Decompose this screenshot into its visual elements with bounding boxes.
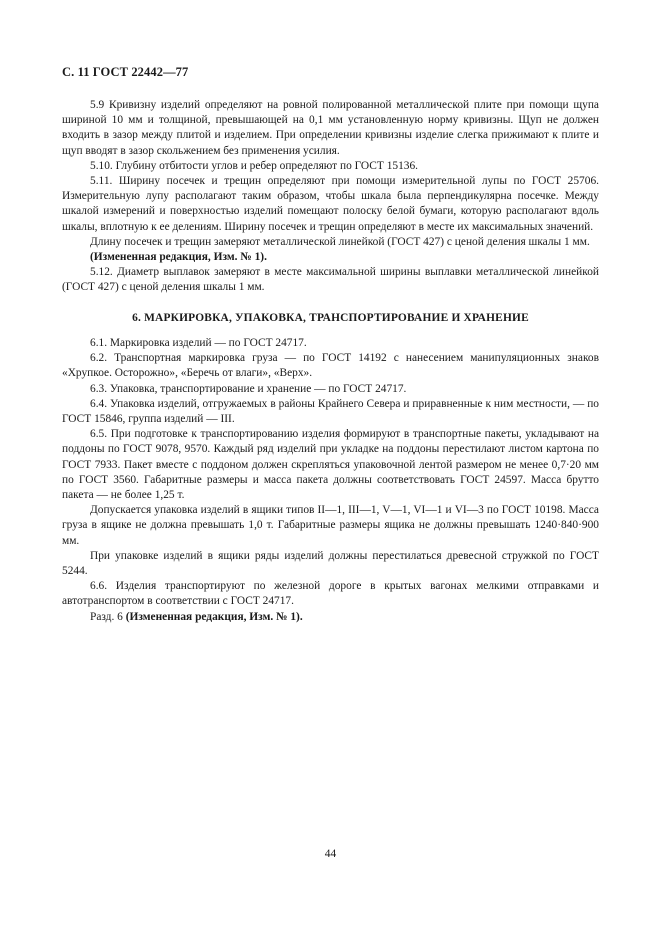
paragraph-6-5-shavings: При упаковке изделий в ящики ряды изделий должны перестилаться древесной стружкой по ГОСТ 5244. <box>62 549 599 578</box>
page-number: 44 <box>324 848 337 860</box>
paragraph-6-2: 6.2. Транспортная маркировка груза — по ГОСТ 14192 с нанесением манипуляционных знаков «Хрупкое. Осторожно», «Беречь от влаги», «Верх». <box>62 352 599 380</box>
paragraph-6-5-boxes: Допускается упаковка изделий в ящики типов II—1, III—1, V—1, VI—1 и VI—3 по ГОСТ 10198. Масса груза в ящике не должна превышать 1,0 т. Габаритные размеры ящика не должны превышать 1240·840·900 мм. <box>62 504 599 547</box>
paragraph-6-4: 6.4. Упаковка изделий, отгружаемых в районы Крайнего Севера и приравненные к ним местности, — по ГОСТ 15846, группа изделий — III. <box>62 397 599 426</box>
section-6-title: 6. МАРКИРОВКА, УПАКОВКА, ТРАНСПОРТИРОВАНИЕ И ХРАНЕНИЕ <box>132 312 529 324</box>
paragraph-5-11-length: Длину посечек и трещин замеряют металлической линейкой (ГОСТ 427) с ценой деления шкалы 1 мм. <box>90 235 590 248</box>
paragraph-6-1: 6.1. Маркировка изделий — по ГОСТ 24717. <box>90 337 307 349</box>
razd-prefix: Разд. 6 <box>90 610 123 623</box>
amendment-note-section-6 <box>62 610 599 625</box>
amendment-note-5-11: (Измененная редакция, Изм. № 1). <box>90 251 267 264</box>
page-header: С. 11 ГОСТ 22442—77 <box>62 65 189 79</box>
razd-amendment: (Измененная редакция, Изм. № 1). <box>125 610 303 623</box>
section-5-text <box>62 98 599 296</box>
paragraph-5-12: 5.12. Диаметр выплавок замеряют в месте максимальной ширины выплавки металлической линейкой (ГОСТ 427) с ценой деления шкалы 1 мм. <box>62 266 599 294</box>
paragraph-5-9: 5.9 Кривизну изделий определяют на ровной полированной металлической плите при помощи щупа шириной 10 мм и толщиной, превышающей на 0,1 мм установленную норму кривизны. Щуп не должен входить в зазор между плитой и изделием. При определении кривизны изделие слегка прижимают к плите и щуп вводят в зазор скольжением без применения усилия. <box>62 99 599 157</box>
paragraph-6-5: 6.5. При подготовке к транспортированию изделия формируют в транспортные пакеты, укладывают на поддоны по ГОСТ 9078, 9570. Каждый ряд изделий при укладке на поддоны перестилают листом картона по ГОСТ 7933. Пакет вместе с поддоном должен скрепляться упаковочной лентой размером не менее 0,7·20 мм по ГОСТ 3560. Габаритные размеры и масса пакета должны соответствовать ГОСТ 24597. Масса брутто пакета — не более 1,25 т. <box>62 428 599 502</box>
paragraph-6-6: 6.6. Изделия транспортируют по железной дороге в крытых вагонах мелкими отправками и автотранспортом в соответствии с ГОСТ 24717. <box>62 580 599 608</box>
paragraph-5-11: 5.11. Ширину посечек и трещин определяют при помощи измерительной лупы по ГОСТ 25706. Измерительную лупу располагают таким образом, чтобы шкала была перпендикулярна посечке. Между шкалой измерений и поверхностью изделий помещают полоску белой бумаги, которую располагают вдоль шкалы, вплотную к ее делениям. Ширину посечек и трещин определяют в месте их максимальных значений. <box>62 175 599 233</box>
paragraph-6-3: 6.3. Упаковка, транспортирование и хранение — по ГОСТ 24717. <box>90 382 407 395</box>
section-6-text <box>62 336 599 625</box>
paragraph-5-10: 5.10. Глубину отбитости углов и ребер определяют по ГОСТ 15136. <box>90 159 419 172</box>
